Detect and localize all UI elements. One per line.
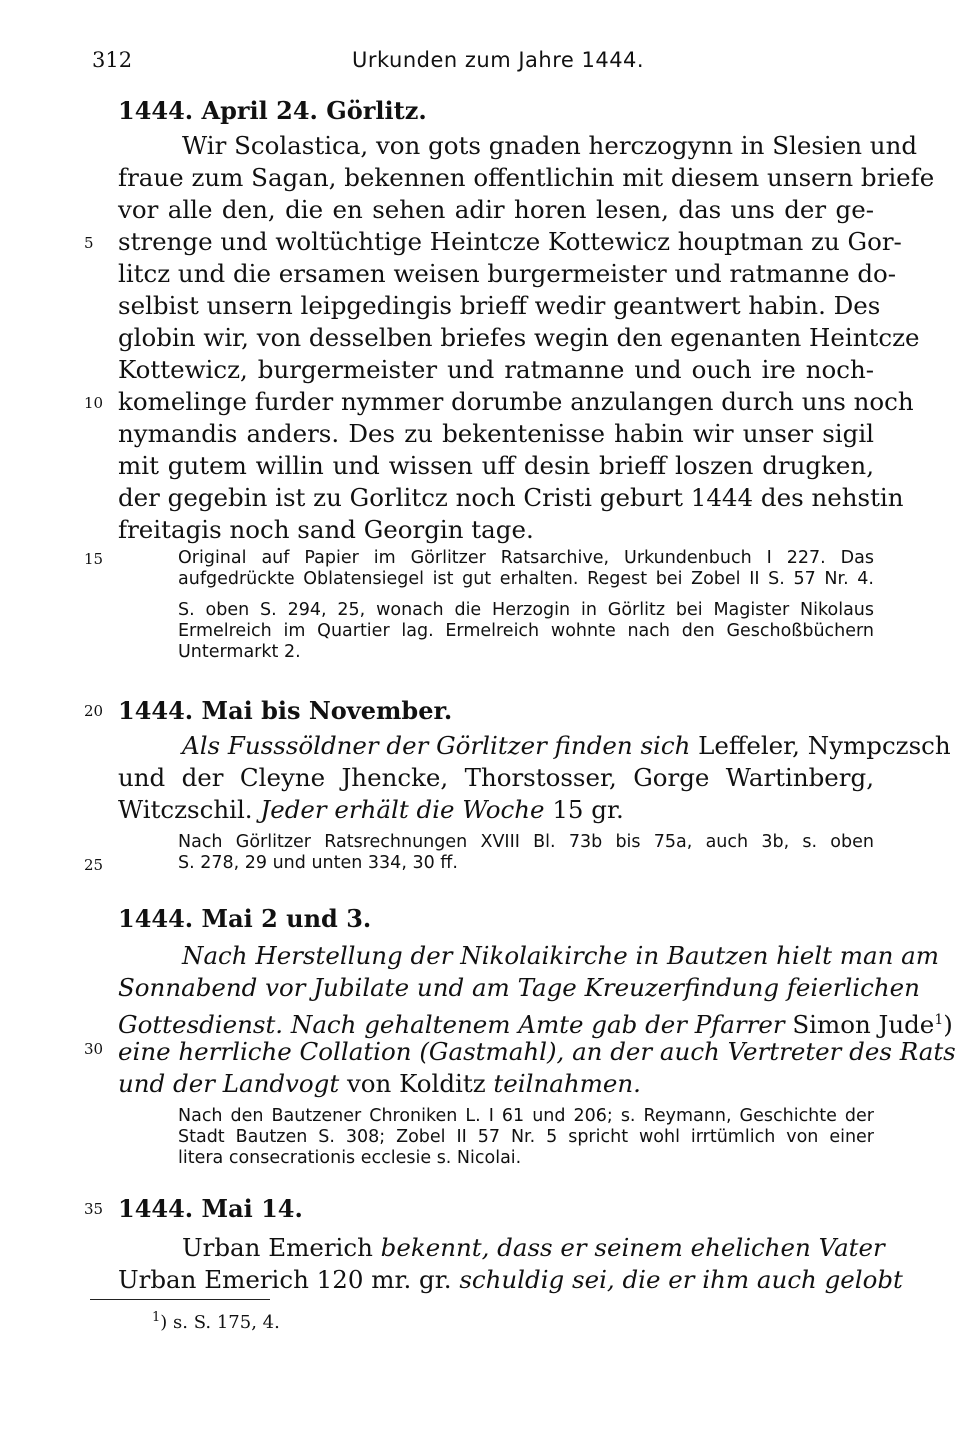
- italic-text: schuldig sei, die er ihm auch gelobt: [459, 1265, 903, 1294]
- text-line: und der Cleyne Jhencke, Thorstosser, Gorge Wartinberg,: [118, 763, 874, 792]
- text-line: nymandis anders. Des zu bekentenisse habin wir unser sigil: [118, 419, 874, 448]
- source-note: [178, 832, 874, 874]
- note-line: Stadt Bautzen S. 308; Zobel II 57 Nr. 5 spricht wohl irrtümlich von einer: [178, 1127, 874, 1147]
- text-line: der gegebin ist zu Gorlitcz noch Cristi geburt 1444 des nehstin: [118, 483, 904, 512]
- italic-text: Als Fusssöldner der Görlitzer finden sich: [182, 731, 691, 760]
- text: Urban Emerich: [182, 1233, 381, 1262]
- italic-text: und der Landvogt: [118, 1069, 340, 1098]
- text: von Kolditz: [339, 1069, 494, 1098]
- italic-text: bekennt, dass er seinem ehelichen Vater: [380, 1233, 885, 1262]
- footnote-separator: [90, 1299, 270, 1300]
- text: Leffeler, Nympczsch: [690, 731, 951, 760]
- note-line: Untermarkt 2.: [178, 642, 301, 662]
- line-number-5: 5: [84, 234, 94, 252]
- text-line: mit gutem willin und wissen uff desin brieff loszen drugken,: [118, 451, 874, 480]
- line-number-35: 35: [84, 1200, 104, 1218]
- line-number-20: 20: [84, 702, 104, 720]
- text-line: [118, 794, 874, 826]
- note-line: S. 278, 29 und unten 334, 30 ff.: [178, 853, 458, 873]
- line-number-30: 30: [84, 1040, 104, 1058]
- text-line: eine herrliche Collation (Gastmahl), an der auch Vertreter des Rats: [118, 1037, 956, 1066]
- line-number-25: 25: [84, 856, 104, 874]
- entry-body: [118, 130, 935, 546]
- text-line: Nach Herstellung der Nikolaikirche in Bautzen hielt man am: [182, 941, 939, 970]
- line-number-10: 10: [84, 394, 104, 412]
- entry-heading: 1444. April 24. Görlitz.: [118, 96, 427, 125]
- text-line: [118, 730, 951, 762]
- source-note: [178, 600, 874, 663]
- note-line: Ermelreich im Quartier lag. Ermelreich wohnte nach den Geschoßbüchern: [178, 621, 874, 641]
- note-line: litera consecrationis ecclesie s. Nicolai.: [178, 1148, 522, 1168]
- italic-text: Jeder erhält die Woche: [260, 795, 545, 824]
- text: Simon Jude: [784, 1010, 935, 1040]
- text-line: komelinge furder nymmer dorumbe anzulangen durch uns noch: [118, 387, 914, 416]
- text: Urban Emerich 120 mr. gr.: [118, 1265, 460, 1294]
- text-line: vor alle den, die en sehen adir horen lesen, das uns der ge-: [118, 195, 874, 224]
- line-number-15: 15: [84, 550, 104, 568]
- note-line: Original auf Papier im Görlitzer Ratsarchive, Urkundenbuch I 227. Das: [178, 548, 874, 568]
- entry-body: [118, 730, 951, 826]
- entry-heading: 1444. Mai bis November.: [118, 696, 453, 725]
- page-number: 312: [92, 48, 133, 72]
- text-line: freitagis noch sand Georgin tage.: [118, 515, 534, 544]
- source-note: [178, 1106, 874, 1169]
- text: 15 gr.: [544, 795, 624, 824]
- entry-body: [118, 940, 956, 1100]
- text-line: globin wir, von desselben briefes wegin den egenanten Heintcze: [118, 323, 920, 352]
- text-line: [118, 1264, 903, 1296]
- text-line: [118, 1068, 874, 1100]
- entry-heading: 1444. Mai 14.: [118, 1194, 303, 1223]
- source-note: [178, 548, 874, 590]
- text-line: [118, 1004, 953, 1040]
- text-line: Kottewicz, burgermeister und ratmanne und ouch ire noch-: [118, 355, 874, 384]
- running-title: Urkunden zum Jahre 1444.: [352, 48, 645, 72]
- note-line: S. oben S. 294, 25, wonach die Herzogin in Görlitz bei Magister Nikolaus: [178, 600, 874, 620]
- text-line: Wir Scolastica, von gots gnaden herczogynn in Slesien und: [182, 131, 918, 160]
- footnote-ref: 1: [934, 1012, 944, 1028]
- text-line: Sonnabend vor Jubilate und am Tage Kreuzerfindung feierlichen: [118, 973, 920, 1002]
- footnote: [152, 1310, 280, 1333]
- footnote-marker: 1: [152, 1310, 161, 1325]
- text-line: strenge und woltüchtige Heintcze Kottewicz houptman zu Gor-: [118, 227, 902, 256]
- italic-text: Gottesdienst. Nach gehaltenem Amte gab der Pfarrer: [118, 1010, 785, 1040]
- italic-text: teilnahmen.: [493, 1069, 641, 1098]
- note-line: aufgedrückte Oblatensiegel ist gut erhalten. Regest bei Zobel II S. 57 Nr. 4.: [178, 569, 874, 589]
- text: Witczschil.: [118, 795, 261, 824]
- text-line: [118, 1232, 885, 1264]
- text-line: selbist unsern leipgedingis brieff wedir geantwert habin. Des: [118, 291, 881, 320]
- text-line: litcz und die ersamen weisen burgermeister und ratmanne do-: [118, 259, 897, 288]
- text-line: fraue zum Sagan, bekennen offentlichin mit diesem unsern briefe: [118, 163, 935, 192]
- text: ): [943, 1010, 953, 1040]
- note-line: Nach den Bautzener Chroniken L. I 61 und 206; s. Reymann, Geschichte der: [178, 1106, 874, 1126]
- note-line: Nach Görlitzer Ratsrechnungen XVIII Bl. 73b bis 75a, auch 3b, s. oben: [178, 832, 874, 852]
- entry-body: [118, 1232, 903, 1296]
- entry-heading: 1444. Mai 2 und 3.: [118, 904, 372, 933]
- footnote-text: ) s. S. 175, 4.: [160, 1312, 280, 1333]
